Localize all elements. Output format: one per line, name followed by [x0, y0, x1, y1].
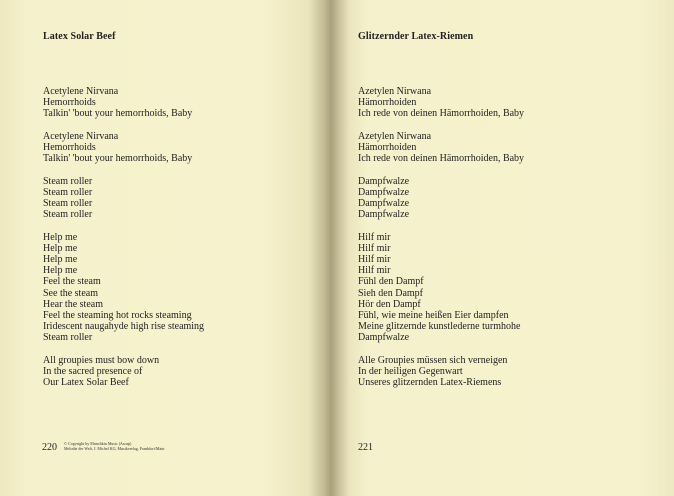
copyright-note — [64, 441, 164, 451]
lyric-stanza — [43, 86, 204, 120]
copyright-line: Melodie der Welt, J. Michel KG, Musikverlag, Frankfurt/Main — [64, 446, 165, 451]
lyric-line: Ich rede von deinen Hämorrhoiden, Baby — [358, 108, 525, 120]
lyric-stanza — [43, 176, 204, 221]
lyric-line: Iridescent naugahyde high rise steaming — [43, 321, 205, 333]
lyric-line: Hemorrhoids — [43, 97, 96, 109]
copyright-line: © Copyright by Munchkin Music (Ascap) — [64, 441, 132, 446]
lyric-line: Hear the steam — [43, 298, 103, 310]
lyric-line: Steam roller — [43, 186, 93, 198]
lyric-line: Azetylen Nirwana — [358, 86, 432, 97]
lyric-stanza — [358, 86, 524, 120]
lyric-line: In the sacred presence of — [43, 366, 143, 378]
lyric-line: Unseres glitzernden Latex-Riemens — [358, 377, 502, 389]
lyric-line: Hämorrhoiden — [358, 97, 417, 109]
lyric-line: Help me — [43, 265, 78, 277]
lyric-line: Hemorrhoids — [43, 142, 96, 153]
lyric-line: Ich rede von deinen Hämorrhoiden, Baby — [358, 153, 525, 165]
lyric-line: Feel the steam — [43, 276, 101, 288]
right-lyrics — [358, 86, 524, 400]
lyric-stanza — [358, 232, 524, 344]
lyric-line: Hör den Dampf — [358, 298, 421, 310]
lyric-stanza — [43, 131, 204, 165]
lyric-stanza — [358, 176, 524, 221]
lyric-line: Hilf mir — [358, 242, 391, 254]
lyric-line: Help me — [43, 242, 78, 254]
lyric-line: Dampfwalze — [358, 209, 410, 221]
lyric-line: Fühl, wie meine heißen Eier dampfen — [358, 310, 509, 322]
lyric-line: Help me — [43, 231, 78, 243]
lyric-line: Acetylene Nirvana — [43, 86, 119, 97]
lyric-line: Our Latex Solar Beef — [43, 377, 129, 389]
lyric-line: Hämorrhoiden — [358, 142, 417, 153]
lyric-line: Steam roller — [43, 198, 93, 209]
lyric-line: Sieh den Dampf — [358, 287, 423, 299]
lyric-line: Hilf mir — [358, 254, 391, 265]
lyric-line: Dampfwalze — [358, 175, 410, 187]
lyric-stanza — [43, 355, 204, 389]
lyric-line: In der heiligen Gegenwart — [358, 366, 463, 378]
lyric-line: Feel the steaming hot rocks steaming — [43, 310, 192, 322]
lyric-stanza — [358, 355, 524, 389]
lyric-line: Meine glitzernde kunstlederne turmhohe — [358, 321, 521, 333]
lyric-stanza — [358, 131, 524, 165]
lyric-stanza — [43, 232, 204, 344]
lyric-line: Hilf mir — [358, 265, 391, 277]
lyric-line: Dampfwalze — [358, 332, 410, 344]
lyric-line: See the steam — [43, 287, 98, 299]
lyric-line: Azetylen Nirwana — [358, 130, 432, 142]
left-page-number: 220 — [42, 442, 57, 453]
left-page-title: Latex Solar Beef — [43, 31, 116, 42]
book-gutter — [310, 0, 350, 496]
lyric-line: Steam roller — [43, 332, 93, 344]
lyric-line: Talkin' 'bout your hemorrhoids, Baby — [43, 153, 193, 165]
lyric-line: Steam roller — [43, 175, 93, 187]
left-lyrics — [43, 86, 204, 400]
lyric-line: Fühl den Dampf — [358, 276, 424, 288]
lyric-line: Dampfwalze — [358, 198, 410, 209]
right-page-number: 221 — [358, 442, 373, 453]
lyric-line: Talkin' 'bout your hemorrhoids, Baby — [43, 108, 193, 120]
lyric-line: Alle Groupies müssen sich verneigen — [358, 354, 508, 366]
lyric-line: Hilf mir — [358, 231, 391, 243]
lyric-line: Acetylene Nirvana — [43, 130, 119, 142]
lyric-line: Steam roller — [43, 209, 93, 221]
lyric-line: Help me — [43, 254, 78, 265]
lyric-line: All groupies must bow down — [43, 354, 160, 366]
lyric-line: Dampfwalze — [358, 186, 410, 198]
right-page-title: Glitzernder Latex-Riemen — [358, 31, 474, 42]
